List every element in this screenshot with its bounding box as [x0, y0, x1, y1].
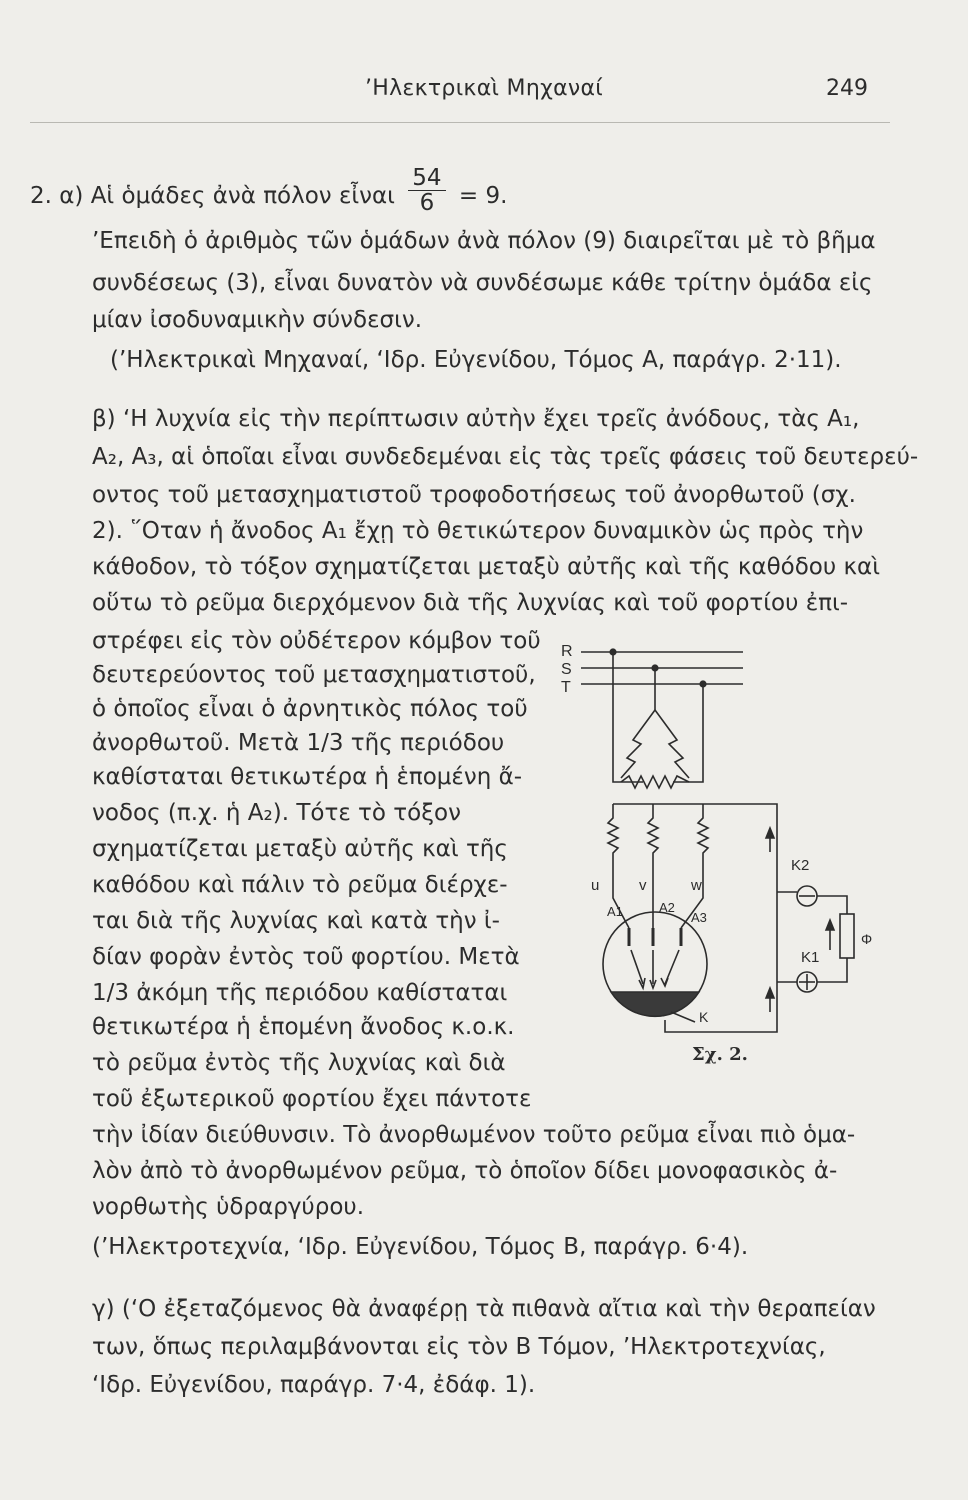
text-line: γ) (‘Ο ἐξεταζόμενος θὰ ἀναφέρῃ τὰ πιθανὰ αἴτια καὶ τὴν θεραπείαν	[92, 1296, 876, 1322]
header-rule	[30, 122, 890, 123]
section-a-prefix: 2. α) Αἱ ὁμάδες ἀνὰ πόλον εἶναι	[30, 183, 395, 209]
label-u: u	[591, 877, 600, 894]
text-line: σχηματίζεται μεταξὺ αὐτῆς καὶ τῆς	[92, 836, 508, 862]
citation-line: (’Ηλεκτροτεχνία, ‘Ιδρ. Εὐγενίδου, Τόμος Β, παράγρ. 6·4).	[92, 1234, 749, 1260]
text-line: στρέφει εἰς τὸν οὐδέτερον κόμβον τοῦ	[92, 628, 541, 654]
current-arrow-icon	[766, 828, 774, 838]
label-phi: Φ	[861, 931, 873, 947]
load-resistor	[840, 914, 854, 958]
arc-paths	[631, 950, 679, 984]
label-k2: K2	[791, 857, 810, 874]
text-line: ’Επειδὴ ὁ ἀριθμὸς τῶν ὁμάδων ἀνὰ πόλον (9) διαιρεῖται μὲ τὸ βῆμα	[92, 228, 876, 254]
text-line: β) ‘Η λυχνία εἰς τὴν περίπτωσιν αὐτὴν ἔχει τρεῖς ἀνόδους, τὰς A₁,	[92, 406, 860, 432]
text-line: κάθοδον, τὸ τόξον σχηματίζεται μεταξὺ αὐτῆς καὶ τῆς καθόδου καὶ	[92, 554, 880, 580]
secondary-coil-u	[608, 804, 618, 890]
text-line: ἀνορθωτοῦ. Μετὰ 1/3 τῆς περιόδου	[92, 730, 505, 756]
label-s: S	[561, 661, 572, 678]
label-a1: A1	[607, 904, 623, 919]
text-line: θετικωτέρα ἡ ἑπομένη ἄνοδος κ.ο.κ.	[92, 1014, 515, 1040]
circuit-svg	[555, 632, 895, 1052]
primary-winding-left	[621, 710, 655, 778]
text-line: μίαν ἰσοδυναμικὴν σύνδεσιν.	[92, 307, 423, 333]
label-a3: A3	[691, 910, 707, 925]
text-line: δίαν φορὰν ἐντὸς τοῦ φορτίου. Μετὰ	[92, 944, 520, 970]
label-v: v	[639, 877, 647, 894]
text-line: 1/3 ἀκόμη τῆς περιόδου καθίσταται	[92, 980, 508, 1006]
fraction-denominator: 6	[419, 190, 435, 216]
return-arrow-icon	[766, 988, 774, 998]
text-line: ται διὰ τῆς λυχνίας καὶ κατὰ τὴν ἰ-	[92, 908, 500, 934]
label-k1: K1	[801, 949, 820, 966]
text-line: καθίσταται θετικωτέρα ἡ ἑπομένη ἄ-	[92, 764, 523, 790]
text-line: νοδος (π.χ. ἡ A₂). Τότε τὸ τόξον	[92, 800, 461, 826]
text-line: ὁ ὁποῖος εἶναι ὁ ἀρνητικὸς πόλος τοῦ	[92, 696, 528, 722]
section-a-first-line	[30, 165, 820, 221]
text-line: τοῦ ἐξωτερικοῦ φορτίου ἔχει πάντοτε	[92, 1086, 532, 1112]
text-line: των, ὅπως περιλαμβάνονται εἰς τὸν Β Τόμον, ’Ηλεκτροτεχνίας,	[92, 1334, 826, 1360]
text-line: τὸ ρεῦμα ἐντὸς τῆς λυχνίας καὶ διὰ	[92, 1050, 506, 1076]
running-header	[0, 76, 968, 112]
text-line: συνδέσεως (3), εἶναι δυνατὸν νὰ συνδέσωμε κάθε τρίτην ὁμάδα εἰς	[92, 270, 873, 296]
section-a-suffix: = 9.	[458, 183, 508, 209]
text-line: τὴν ἰδίαν διεύθυνσιν. Τὸ ἀνορθωμένον τοῦτο ρεῦμα εἶναι πιὸ ὁμα-	[92, 1122, 856, 1148]
text-line: οντος τοῦ μετασχηματιστοῦ τροφοδοτήσεως τοῦ ἀνορθωτοῦ (σχ.	[92, 482, 856, 508]
rectifier-circuit-diagram	[555, 632, 895, 1052]
text-line: δευτερεύοντος τοῦ μετασχηματιστοῦ,	[92, 662, 536, 688]
primary-wire-r	[613, 652, 643, 782]
fraction-numerator: 54	[408, 166, 445, 191]
text-line: νορθωτὴς ὑδραργύρου.	[92, 1194, 365, 1220]
mercury-pool	[611, 992, 699, 1016]
fraction	[408, 166, 445, 215]
text-line: καθόδου καὶ πάλιν τὸ ρεῦμα διέρχε-	[92, 872, 508, 898]
label-t: T	[561, 679, 571, 696]
secondary-coil-v	[648, 804, 658, 890]
citation-line: (’Ηλεκτρικαὶ Μηχαναί, ‘Ιδρ. Εὐγενίδου, Τόμος Α, παράγρ. 2·11).	[110, 347, 842, 373]
page-number: 249	[826, 76, 868, 101]
text-line: οὕτω τὸ ρεῦμα διερχόμενον διὰ τῆς λυχνίας καὶ τοῦ φορτίου ἐπι-	[92, 590, 849, 616]
running-title: ’Ηλεκτρικαὶ Μηχαναί	[364, 76, 604, 101]
primary-winding-right	[655, 710, 689, 778]
load-wire-top	[817, 896, 847, 914]
label-k: K	[699, 1009, 709, 1025]
label-w: w	[691, 877, 702, 894]
label-r: R	[561, 643, 573, 660]
text-line: A₂, A₃, αἱ ὁποῖαι εἶναι συνδεδεμέναι εἰς τὰς τρεῖς φάσεις τοῦ δευτερεύ-	[92, 444, 919, 470]
text-line: 2). ῞Οταν ἡ ἄνοδος A₁ ἔχῃ τὸ θετικώτερον δυναμικὸν ὡς πρὸς τὴν	[92, 518, 864, 544]
text-line: ‘Ιδρ. Εὐγενίδου, παράγρ. 7·4, ἐδάφ. 1).	[92, 1372, 536, 1398]
text-line: λὸν ἀπὸ τὸ ἀνορθωμένον ρεῦμα, τὸ ὁποῖον δίδει μονοφασικὸς ἀ-	[92, 1158, 838, 1184]
load-wire-bottom	[817, 958, 847, 982]
figure-caption: Σχ. 2.	[692, 1044, 748, 1065]
primary-wire-t	[673, 684, 703, 782]
cathode-pointer	[671, 1012, 695, 1022]
label-a2: A2	[659, 900, 675, 915]
load-arrow-icon	[826, 920, 834, 930]
